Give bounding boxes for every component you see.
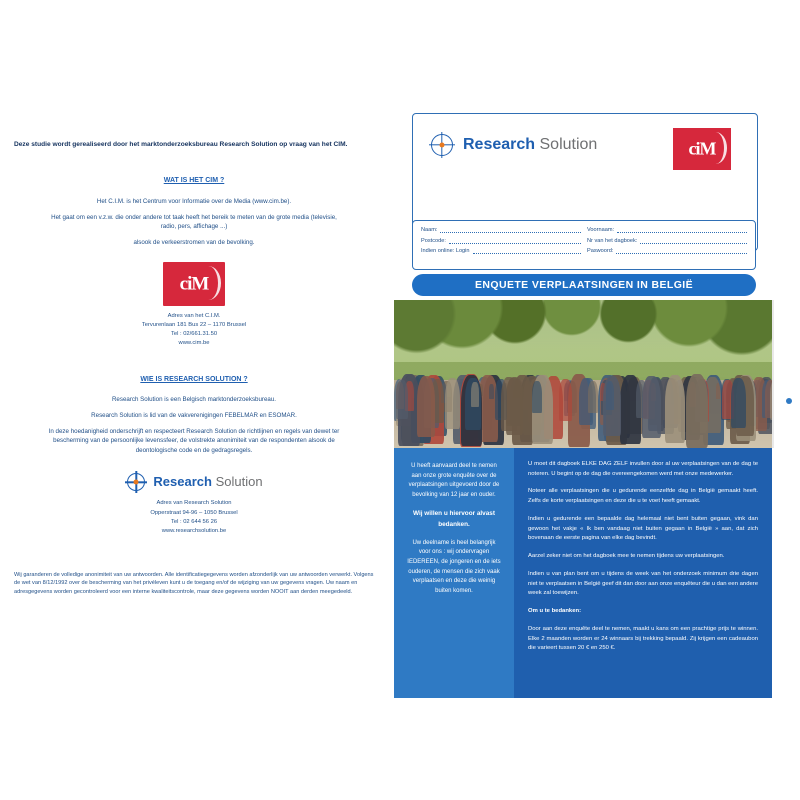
page-marker-dot-icon (786, 398, 792, 404)
voornaam-field[interactable] (587, 226, 747, 233)
dagboek-input[interactable] (640, 237, 747, 244)
cim-address-line2: Tel : 02/661.31.50 (170, 331, 218, 338)
instr-p3: Indien u gedurende een bepaalde dag helemaal niet bent buiten gegaan, vink dan gewoon het vakje « Ik ben vandaag niet buiten gegaan in België » aan, dat zich bovenaan de eerste pagina van elke dag bevindt. (528, 515, 758, 542)
rs-address-title: Adres van Research Solution (156, 500, 232, 507)
rs-address-line2: Tel : 02 644 56 26 (170, 518, 218, 525)
header-target-icon (429, 132, 455, 158)
instr-reward-title: Om u te bedanken: (528, 608, 582, 615)
header-cim-text: ciM (688, 138, 716, 159)
rs-p2: Research Solution is lid van de vakverenigingen FEBELMAR en ESOMAR. (91, 412, 297, 420)
rs-address (14, 499, 374, 536)
research-solution-logo (14, 471, 374, 493)
password-field[interactable] (587, 247, 747, 254)
rs-section-title: WIE IS RESEARCH SOLUTION ? (140, 375, 248, 383)
voornaam-label: Voornaam: (587, 227, 615, 233)
instr-p2: Noteer alle verplaatsingen die u gedurende eenzelfde dag in België gemaakt heeft. Zelfs de korte verplaatsingen en deze die u te voet heeft gemaakt. (528, 488, 758, 505)
postcode-input[interactable] (449, 237, 581, 244)
photo-edge-divider (772, 300, 774, 448)
password-label: Paswoord: (587, 248, 614, 254)
cim-p1: Het C.I.M. is het Centrum voor Informatie over de Media (www.cim.be). (96, 198, 292, 206)
survey-title-banner: ENQUETE VERPLAATSINGEN IN BELGIË (412, 274, 756, 296)
left-panel (14, 140, 374, 597)
rs-p1: Research Solution is een Belgisch marktonderzoeksbureau. (111, 396, 277, 404)
intro-text: Deze studie wordt gerealiseerd door het marktonderzoeksbureau Research Solution op vraag van het CIM. (14, 141, 348, 148)
research-solution-target-icon (125, 471, 147, 493)
intro-col-p3: Uw deelname is heel belangrijk voor ons : wij ondervragen IEDEREEN, de jongeren en de iets ouderen, de mensen die zich vaak verplaatsen en deze die weinig buiten komen. (407, 539, 501, 594)
crowd-photo (394, 300, 772, 448)
intro-col-p1: U heeft aanvaard deel te nemen aan onze grote enquête over de verplaatsingen uitgevoerd door de bevolking van 12 jaar en ouder. (408, 463, 500, 498)
cim-address-line3: www.cim.be (178, 340, 210, 347)
rs-p3: In deze hoedanigheid onderschrijft en respecteert Research Solution de richtlijnen en regels van dewet ter bescherming van de persoonlijke levenssfeer, de volstrekte anonimiteit van de respondenten alsook de deontologische code en de gedragsregels. (48, 427, 340, 454)
rs-address-line1: Opperstraat 94-96 – 1050 Brussel (150, 509, 238, 516)
privacy-footer: Wij garanderen de volledige anonimiteit van uw antwoorden. Alle identificatiegegevens worden afzonderlijk van uw antwoorden verwerkt. Volgens de wet van 8/12/1992 over de bescherming van het privéleven kunt u de toegang en/of de wijziging van uw gegevens vragen. Uw naam en adresgegevens worden gecontroleerd voor een interne kwaliteitscontrole, maar deze gegevens worden NOOIT aan derden meegedeeld. (14, 571, 374, 596)
cim-p2: Het gaat om een v.z.w. die onder andere tot taak heeft het bereik te meten van de grote media (televisie, radio, pers, affichage ...) (51, 213, 337, 231)
rs-wordmark-bold: Research (153, 474, 212, 490)
naam-input[interactable] (440, 226, 581, 233)
login-input[interactable] (473, 247, 581, 254)
form-row-3 (421, 247, 747, 254)
cim-address (14, 312, 374, 349)
header-cim-logo (673, 128, 731, 170)
cim-section-title: WAT IS HET CIM ? (163, 177, 225, 185)
respondent-form (412, 220, 756, 270)
login-label: Indien online: Login (421, 248, 470, 254)
intro-column (394, 448, 514, 698)
dagboek-field[interactable] (587, 237, 747, 244)
naam-field[interactable] (421, 226, 581, 233)
rs-wordmark-light: Solution (215, 474, 263, 490)
header-wordmark-light: Solution (539, 136, 598, 153)
instr-p5: Indien u van plan bent om u tijdens de week van het onderzoek minimum drie dagen niet te verplaatsen in België geef dit dan door aan onze enquêteur die u dan een andere week zal toewijzen. (528, 570, 758, 597)
cim-logo-text: ciM (179, 272, 209, 294)
intro-col-thanks: Wij willen u hiervoor alvast bedanken. (413, 510, 495, 528)
research-solution-wordmark (153, 472, 262, 492)
postcode-label: Postcode: (421, 237, 446, 244)
postcode-field[interactable] (421, 237, 581, 244)
cim-address-line1: Tervurenlaan 181 Bus 22 – 1170 Brussel (141, 321, 247, 328)
header-wordmark-bold: Research (463, 136, 536, 153)
header-research-solution-logo (429, 132, 597, 158)
dagboek-label: Nr van het dagboek: (587, 237, 638, 244)
form-row-2 (421, 237, 747, 244)
cim-address-title: Adres van het C.I.M. (167, 312, 221, 319)
password-input[interactable] (616, 247, 747, 254)
cim-logo (163, 262, 225, 306)
instr-p4: Aarzel zeker niet om het dagboek mee te nemen tijdens uw verplaatsingen. (528, 553, 725, 560)
instr-p1: U moet dit dagboek ELKE DAG ZELF invullen door al uw verplaatsingen van de dag te noteren. U begint op de dag die overeengekomen werd met onze medewerker. (528, 461, 758, 477)
cim-p3: alsook de verkeerstromen van de bevolking. (133, 238, 255, 246)
rs-address-line3: www.researchsolution.be (161, 528, 227, 535)
header-wordmark (463, 136, 597, 154)
voornaam-input[interactable] (617, 226, 747, 233)
naam-label: Naam: (421, 227, 438, 233)
login-field[interactable] (421, 247, 581, 254)
photo-crowd (394, 341, 772, 448)
form-row-1 (421, 226, 747, 233)
instructions-column (514, 448, 772, 698)
instr-reward-body: Door aan deze enquête deel te nemen, maakt u kans om een prachtige prijs te winnen. Elke 2 maanden worden er 24 winnaars bij trekking bepaald. Zij krijgen een cadeaubon die varieert tussen 20 € en 250 €. (528, 625, 758, 652)
